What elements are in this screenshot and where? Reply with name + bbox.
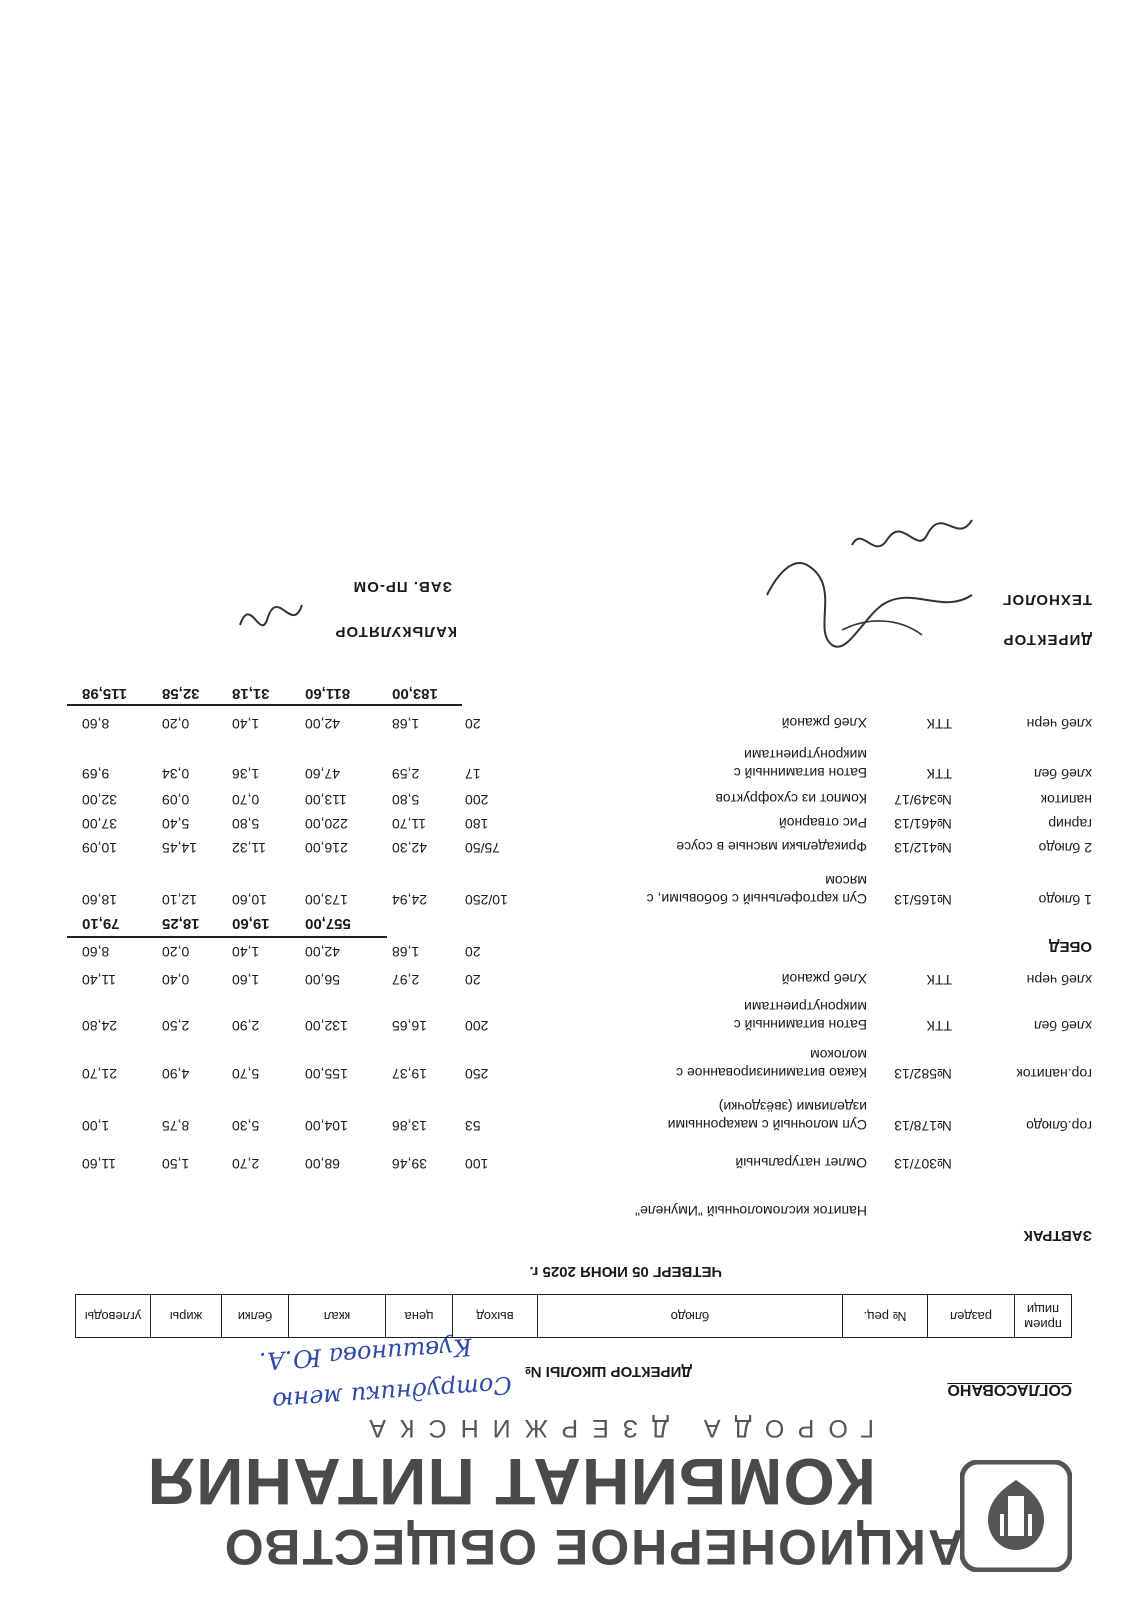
row-kcal: 216,00 [305,840,348,856]
row-recipe: №307/13 [894,1156,952,1172]
breakfast-title: ЗАВТРАК [1023,1227,1092,1244]
row-dish: Рис отварной [778,815,867,831]
technologist-label: ТЕХНОЛОГ [1002,591,1092,608]
row-recipe: №349/17 [894,792,952,808]
row-protein: 1,40 [232,944,260,960]
row-fat: 0,40 [162,972,190,988]
row-recipe: №178/13 [894,1118,952,1134]
row-dish: Суп картофельный с бобовыми, с мясом [646,872,867,907]
col-meal: прием пищи [1015,1295,1072,1338]
lunch-total-rule [67,705,462,707]
row-fat: 8,75 [162,1118,190,1134]
col-price: цена [386,1295,453,1338]
col-kcal: ккал [289,1295,386,1338]
row-kcal: 155,00 [305,1066,348,1082]
row-output: 180 [465,816,489,832]
row-price: 16,65 [392,1018,428,1034]
calculator-signature [232,575,312,645]
col-section: раздел [928,1295,1015,1338]
company-logo [960,1460,1072,1572]
row-dish: Напиток кисломолочный "Имунеле" [635,1203,867,1219]
breakfast-total-rule [67,937,387,939]
row-price: 19,37 [392,1066,428,1082]
col-protein: белки [222,1295,289,1338]
row-recipe: ТТК [926,1018,952,1034]
row-dish: Фрикадельки мясные в соусе [676,839,867,855]
row-section: напиток [1040,792,1092,808]
row-output: 200 [465,1018,489,1034]
total-fat: 18,25 [162,915,200,932]
row-price: 2,59 [392,766,420,782]
total-kcal: 557,00 [305,915,351,932]
total-protein: 31,18 [232,685,270,702]
company-name-line2: КОМБИНАТ ПИТАНИЯ [146,1445,876,1519]
row-protein: 1,60 [232,972,260,988]
row-carbs: 10,09 [82,840,118,856]
row-kcal: 42,00 [305,944,341,960]
row-section: хлеб бел [1033,766,1092,782]
row-section: 2 блюдо [1038,840,1092,856]
row-protein: 5,30 [232,1118,260,1134]
col-recipe: № рец. [843,1295,928,1338]
row-fat: 0,09 [162,792,190,808]
row-dish: Батон витаминный с микронутриентами [733,746,867,781]
col-output: выход [453,1295,538,1338]
approved-director-line: ДИРЕКТОР ШКОЛЫ № [524,1363,692,1380]
row-kcal: 42,00 [305,716,341,732]
row-section: гор.напиток [1016,1066,1092,1082]
company-name-line1: АКЦИОНЕРНОЕ ОБЩЕСТВО [222,1519,964,1575]
row-price: 24,94 [392,892,428,908]
row-carbs: 24,80 [82,1018,118,1034]
row-price: 13,86 [392,1118,428,1134]
row-protein: 2,70 [232,1156,260,1172]
row-kcal: 173,00 [305,892,348,908]
row-dish: Суп молочный с макаронными изделиями (звёздочки) [667,1098,867,1133]
row-protein: 1,36 [232,766,260,782]
row-output: 250 [465,1066,489,1082]
row-fat: 0,20 [162,944,190,960]
row-protein: 5,80 [232,816,260,832]
row-output: 20 [465,716,481,732]
col-dish: блюдо [538,1295,843,1338]
row-protein: 1,40 [232,716,260,732]
row-section: 1 блюдо [1038,892,1092,908]
row-carbs: 18,60 [82,892,118,908]
row-price: 1,68 [392,944,420,960]
row-dish: Компот из сухофруктов [715,791,867,807]
row-carbs: 1,00 [82,1118,110,1134]
row-protein: 5,70 [232,1066,260,1082]
row-protein: 0,70 [232,792,260,808]
row-fat: 2,50 [162,1018,190,1034]
column-header-table [75,1294,1072,1338]
approved-title: СОГЛАСОВАНО [947,1381,1072,1398]
row-fat: 0,20 [162,716,190,732]
row-carbs: 8,60 [82,716,110,732]
row-price: 2,97 [392,972,420,988]
handwritten-note: Сотрудники меню [271,1370,513,1416]
row-carbs: 32,00 [82,792,118,808]
row-carbs: 21,70 [82,1066,118,1082]
row-kcal: 68,00 [305,1156,341,1172]
row-carbs: 11,40 [82,972,116,988]
row-recipe: ТТК [926,716,952,732]
handwritten-name: Кувшинова Ю.А. [258,1332,473,1376]
technologist-signature [842,490,982,570]
row-carbs: 37,00 [82,816,118,832]
row-price: 5,80 [392,792,420,808]
row-protein: 11,32 [232,840,266,856]
total-carbs: 79,10 [82,915,120,932]
row-recipe: №461/13 [894,816,952,832]
row-protein: 10,60 [232,892,268,908]
row-recipe: ТТК [926,972,952,988]
row-carbs: 9,69 [82,766,110,782]
row-price: 39,46 [392,1156,428,1172]
director-label: ДИРЕКТОР [1002,631,1092,648]
row-output: 100 [465,1156,489,1172]
row-output: 17 [465,766,481,782]
row-dish: Хлеб ржаной [781,971,867,987]
total-kcal: 811,60 [305,685,351,702]
company-city: ГОРОДА ДЗЕРЖИНСКА [355,1414,874,1442]
row-dish: Батон витаминный с микронутриентами [733,998,867,1033]
row-fat: 4,90 [162,1066,190,1082]
row-section: хлеб черн [1026,972,1092,988]
total-carbs: 115,98 [82,685,128,702]
row-output: 20 [465,944,481,960]
row-dish: Какао витаминизированное с молоком [676,1046,867,1081]
row-kcal: 47,60 [305,766,341,782]
row-output: 53 [465,1118,481,1134]
head-of-production-label: ЗАВ. ПР-ОМ [352,578,452,595]
row-recipe: №582/13 [894,1066,952,1082]
row-output: 200 [465,792,489,808]
row-fat: 1,50 [162,1156,190,1172]
total-protein: 19,60 [232,915,270,932]
total-price: 183,00 [392,685,438,702]
row-carbs: 8,60 [82,944,110,960]
row-fat: 5,40 [162,816,190,832]
row-output: 10/250 [465,892,508,908]
col-carbs: углеводы [76,1295,151,1338]
total-fat: 32,58 [162,685,200,702]
row-dish: Омлет натуральный [735,1155,867,1171]
row-fat: 14,45 [162,840,198,856]
row-carbs: 11,60 [82,1156,116,1172]
row-dish: Хлеб ржаной [781,715,867,731]
row-section: хлеб черн [1026,716,1092,732]
row-protein: 2,90 [232,1018,260,1034]
row-price: 11,70 [392,816,426,832]
row-fat: 0,34 [162,766,190,782]
row-kcal: 220,00 [305,816,348,832]
col-fat: жиры [151,1295,222,1338]
row-kcal: 56,00 [305,972,341,988]
row-fat: 12,10 [162,892,198,908]
row-recipe: ТТК [926,766,952,782]
calculator-label: КАЛЬКУЛЯТОР [334,623,457,640]
row-recipe: №165/13 [894,892,952,908]
row-recipe: №412/13 [894,840,952,856]
row-output: 20 [465,972,481,988]
row-price: 42,30 [392,840,428,856]
row-output: 75/50 [465,840,501,856]
row-kcal: 113,00 [305,792,347,808]
menu-date: ЧЕТВЕРГ 05 ИЮНЯ 2025 г. [529,1263,722,1280]
row-section: гор.блюдо [1026,1118,1092,1134]
row-section: хлеб бел [1033,1018,1092,1034]
row-section: гарнир [1048,816,1092,832]
row-price: 1,68 [392,716,420,732]
lunch-title: ОБЕД [1048,938,1092,955]
row-kcal: 104,00 [305,1118,348,1134]
row-kcal: 132,00 [305,1018,348,1034]
